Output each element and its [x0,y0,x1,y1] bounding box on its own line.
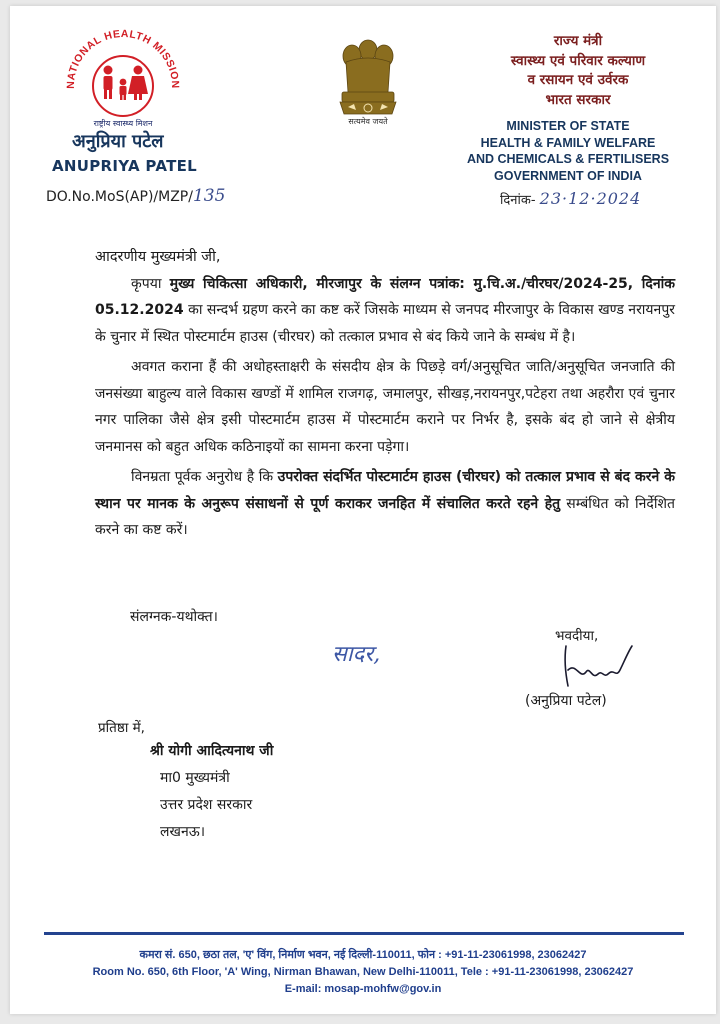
letter-body [95,244,675,544]
recipient-government: उत्तर प्रदेश सरकार [160,797,253,813]
signature-icon [558,640,648,690]
signatory-name: (अनुप्रिया पटेल) [525,693,607,709]
office-en-line: MINISTER OF STATE [506,119,630,133]
date-label: दिनांक- [500,193,536,208]
p3-rest: सम्बंधित को निर्देशित करने का कष्ट करें। [95,495,675,538]
footer-email: E-mail: mosap-mohfw@gov.in [284,983,442,995]
office-en-line: GOVERNMENT OF INDIA [494,168,642,183]
sadar-handwritten: सादर, [332,642,381,667]
office-title-english [438,118,698,184]
svg-text:NATIONAL HEALTH MISSION: NATIONAL HEALTH MISSION [64,27,182,89]
sender-name-english: ANUPRIYA PATEL [52,157,198,175]
office-hi-line: स्वास्थ्य एवं परिवार कल्याण [510,52,646,69]
closing-bhavadiya: भवदीया, [555,628,599,644]
letter-date [500,189,641,208]
p1-start: कृपया [131,275,170,292]
date-handwritten: 23·12·2024 [539,189,642,208]
do-number-prefix: DO.No.MoS(AP)/MZP/ [46,189,193,205]
recipient-block [150,738,273,846]
emblem-motto: सत्यमेव जयते [348,117,388,126]
office-hi-line: व रसायन एवं उर्वरक [527,72,629,88]
recipient-label: प्रतिष्ठा में, [98,720,145,736]
office-hi-line: राज्य मंत्री [553,33,603,49]
recipient-designation: मा0 मुख्यमंत्री [160,770,230,786]
salutation: आदरणीय मुख्यमंत्री जी, [95,249,221,265]
office-en-line: AND CHEMICALS & FERTILISERS [466,152,670,166]
p3-start: विनम्रता पूर्वक अनुरोध है कि [131,469,278,485]
recipient-city: लखनऊ। [160,824,206,840]
p1-bold: मुख्य चिकित्सा अधिकारी, मीरजापुर के संलग्न पत्रांक: मु.चि.अ./चीरघर/2024-25, दिनांक 05.12.2024 [95,275,675,318]
do-number [46,186,225,206]
footer-address-hindi: कमरा सं. 650, छठा तल, 'ए' विंग, निर्माण भवन, नई दिल्ली-110011, फोन : +91-11-23061998, 23062427 [139,949,587,961]
enclosure-note: संलग्नक-यथोक्त। [130,609,218,625]
national-emblem-icon [332,32,404,124]
paragraph-request [95,464,675,544]
paragraph-reference [95,271,675,351]
p3-bold: उपरोक्त संदर्भित पोस्टमार्टम हाउस (चीरघर) को तत्काल प्रभाव से बंद करने के स्थान पर मानक के अनुरूप संसाधनों से पूर्ण कराकर जनहित में संचालित करते रहने हेतु [95,469,676,512]
paragraph-information: अवगत कराना हैं की अधोहस्ताक्षरी के संसदीय क्षेत्र के पिछड़े वर्ग/अनुसूचित जाति/अनुसूचित जनजाति की जनसंख्या बाहुल्य वाले विकास खण्डों में शामिल राजगढ़, जमालपुर, सीखड़,नरायनपुर,पटेहरा तथा अहरौरा एवं चुनार नगर पालिका जैसे क्षेत्र इसी पोस्टमार्टम हाउस में पोस्टमार्टम कराने पर निर्भर है, इसके बंद हो जाने से क्षेत्रीय जनमानस को बहुत अधिक कठिनाइयों का सामना करना पड़ेगा। [95,359,675,455]
letter-page [10,6,716,1014]
footer-divider [44,932,684,935]
nhm-logo-icon [60,24,186,130]
sender-name-hindi: अनुप्रिया पटेल [72,131,164,152]
footer-address [30,947,696,998]
office-title-hindi [478,32,678,110]
recipient-name: श्री योगी आदित्यनाथ जी [150,743,274,759]
footer-address-english: Room No. 650, 6th Floor, 'A' Wing, Nirman Bhawan, New Delhi-110011, Tele : +91-11-23061998, 23062427 [92,966,634,978]
do-number-handwritten: 135 [192,186,226,206]
office-en-line: HEALTH & FAMILY WELFARE [480,135,656,150]
p1-rest: का सन्दर्भ ग्रहण करने का कष्ट करें जिसके माध्यम से जनपद मीरजापुर के विकास खण्ड नरायनपुर के चुनार में स्थित पोस्टमार्टम हाउस (चीरघर) को तत्काल प्रभाव से बंद किये जाने के सम्बंध में है। [95,302,675,345]
svg-text:राष्ट्रीय स्वास्थ्य मिशन: राष्ट्रीय स्वास्थ्य मिशन [93,119,153,128]
office-hi-line: भारत सरकार [545,91,611,108]
